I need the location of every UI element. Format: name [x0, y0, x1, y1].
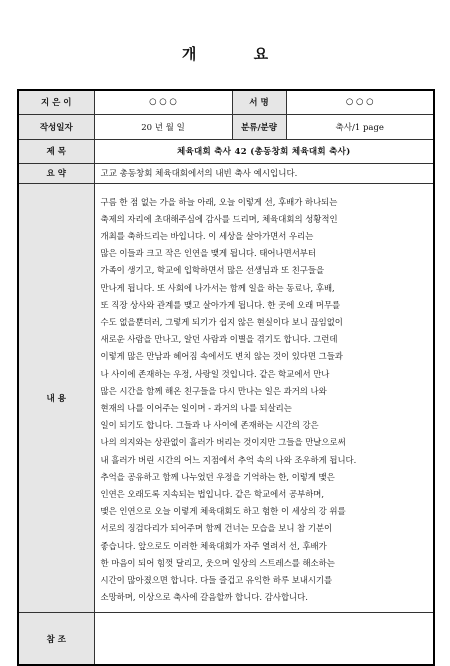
subject-row: [18, 139, 434, 163]
summary-row: [18, 163, 434, 183]
content-row: [18, 183, 434, 613]
author-label: 지 은 이: [18, 90, 94, 114]
subject-label: 제 목: [18, 139, 94, 163]
reference-label: 참 조: [18, 613, 94, 665]
page-title: 개 요: [181, 45, 295, 63]
summary-value: 고교 총동창회 체육대회에서의 내빈 축사 예시입니다.: [94, 163, 434, 183]
summary-label: 요 약: [18, 163, 94, 183]
content-label: 내 용: [18, 183, 94, 613]
date-value: 20 년 월 일: [94, 114, 232, 139]
category-value: 축사/1 page: [286, 114, 434, 139]
reviewer-value: ○ ○ ○: [286, 90, 434, 114]
author-row: [18, 90, 434, 114]
date-row: [18, 114, 434, 139]
author-value: ○ ○ ○: [94, 90, 232, 114]
content-cell: [94, 183, 434, 613]
reference-row: [18, 613, 434, 665]
subject-value: 체육대회 축사 42 (총동창회 체육대회 축사): [94, 139, 434, 163]
summary-form: [17, 89, 435, 666]
date-label: 작성일자: [18, 114, 94, 139]
reviewer-label: 서 명: [232, 90, 286, 114]
reference-value: [94, 613, 434, 665]
content-body: 구름 한 점 없는 가을 하늘 아래, 오늘 이렇게 선, 후배가 하나되는 축제의 자리에 초대해주심에 감사를 드리며, 체육대회의 성황적인 개최를 축하드리는 바입니다. 이 세상을 살아가면서 우리는 많은 이들과 크고 작은 인연을 맺게 됩니다. 태어나면서부터 가족이 생기고, 학교에 입학하면서 많은 선생님과 또 친구들을 만나게 됩니다. 또 사회에 나가서는 함께 일을 하는 동료나, 후배, 또 직장 상사와 관계를 맺고 살아가게 됩니다. 한 곳에 오래 머무를 수도 없을뿐더러, 그렇게 되기가 쉽지 않은 현실이다 보니 끊임없이 새로운 사람을 만나고, 알던 사람과 이별을 겪기도 합니다. 그런데 이렇게 많은 만남과 헤어짐 속에서도 변치 않는 것이 있다면 그들과 나 사이에 존재하는 우정, 사랑일 것입니다. 같은 학교에서 만나 많은 시간을 함께 해온 친구들을 다시 만나는 일은 과거의 나와 현재의 나를 이어주는 일이며 - 과거의 나를 되살리는 일이 되기도 합니다. 그들과 나 사이에 존재하는 시간의 강은 나의 의지와는 상관없이 흘러가 버리는 것이지만 그들을 만날으로써 내 흘러가 버린 시간의 어느 지점에서 추억 속의 나와 조우하게 됩니다. 추억을 공유하고 함께 나누었던 우정을 기억하는 한, 이렇게 맺은 인연은 오래도록 지속되는 법입니다. 같은 학교에서 공부하며, 맺은 인연으로 오늘 이렇게 체육대회도 하고 험한 이 세상의 강 위를 서로의 징검다리가 되어주며 함께 건너는 모습을 보니 참 기분이 좋습니다. 앞으로도 이러한 체육대회가 자주 열려서 선, 후배가 한 마음이 되어 힘껏 달리고, 웃으며 일상의 스트레스를 해소하는 시간이 많아졌으면 합니다. 다들 즐겁고 유익한 하루 보내시기를 소망하며, 이상으로 축사에 갈음할까 합니다. 감사합니다.: [100, 196, 357, 603]
category-label: 분류/분량: [232, 114, 286, 139]
